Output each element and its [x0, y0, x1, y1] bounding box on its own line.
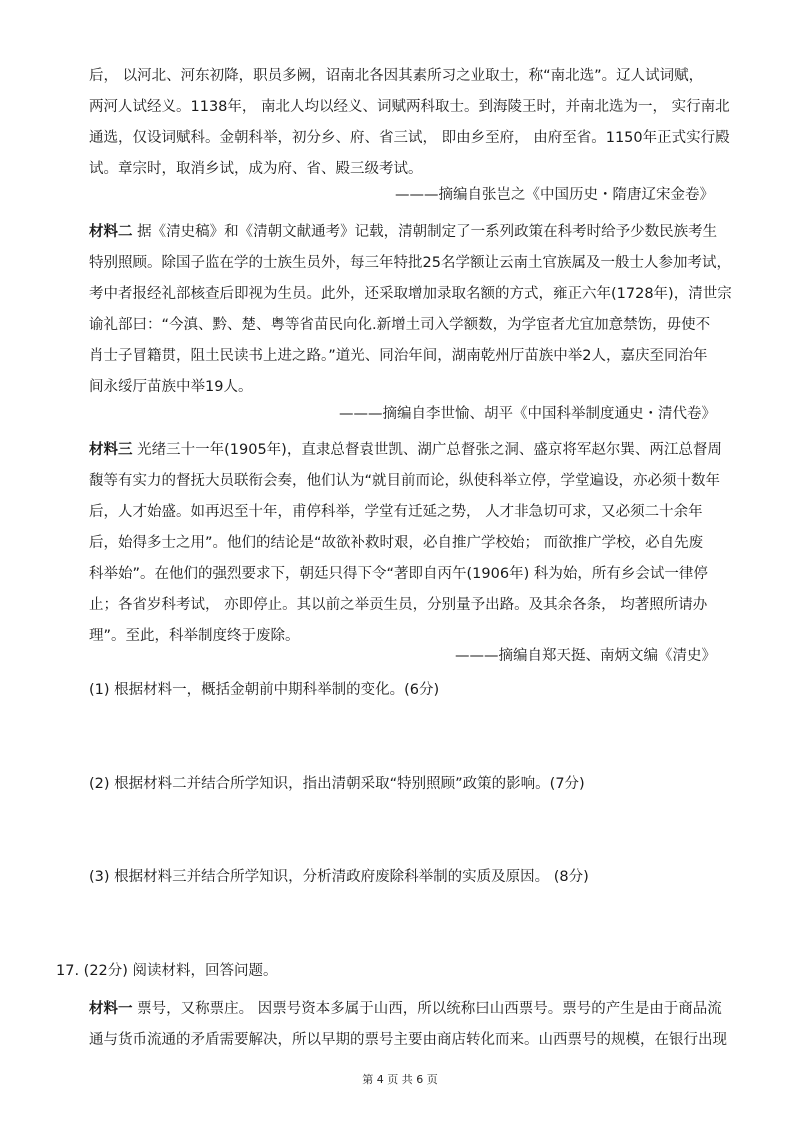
- passage-line: 止；各省岁科考试， 亦即停止。其以前之举贡生员，分别量予出路。及其余各条， 均著照所请办: [89, 597, 708, 613]
- question-3: (3) 根据材料三并结合所学知识，分析清政府废除科举制的实质及原因。 (8分): [89, 869, 589, 885]
- passage-line: 通选，仅设词赋科。金朝科举，初分乡、府、省三试， 即由乡至府， 由府至省。1150年正式实行殿: [89, 130, 730, 146]
- material-text: 据《清史稿》和《清朝文献通考》记载，清朝制定了一系列政策在科考时给予少数民族考生: [132, 224, 718, 240]
- passage-line: 馥等有实力的督抚大员联衔会奏，他们认为“就目前而论，纵使科举立停，学堂遍设，亦必须十数年: [89, 473, 721, 489]
- passage-line: 肖士子冒籍贯，阻土民读书上进之路。”道光、同治年间，湖南乾州厅苗族中举2人，嘉庆至同治年: [89, 348, 708, 364]
- question-17-title: 17. (22分) 阅读材料，回答问题。: [56, 963, 278, 979]
- material-text: 光绪三十一年(1905年)，直隶总督袁世凯、湖广总督张之洞、盛京将军赵尔巽、两江总督周: [132, 442, 722, 458]
- passage-line: 后， 以河北、河东初降，职员多阙，诏南北各因其素所习之业取士，称“南北选”。辽人试词赋，: [89, 68, 704, 84]
- material-2-first-line: [89, 222, 717, 242]
- material-label: 材料二: [89, 224, 133, 240]
- passage-line: 考中者报经礼部核查后即视为生员。此外，还采取增加录取名额的方式，雍正六年(1728年)，清世宗: [89, 286, 732, 302]
- passage-line: 后，人才始盛。如再迟至十年，甫停科举，学堂有迁延之势， 人才非急切可求，又必须二十余年: [89, 504, 703, 520]
- question-1: (1) 根据材料一，概括金朝前中期科举制的变化。(6分): [89, 682, 440, 698]
- material-label: 材料三: [89, 442, 133, 458]
- page-footer: 第 4 页 共 6 页: [362, 1073, 438, 1086]
- passage-line: 理”。至此，科举制度终于废除。: [89, 628, 300, 644]
- passage-line: 后，始得多士之用”。他们的结论是“故欲补救时艰，必自推广学校始； 而欲推广学校，必自先废: [89, 535, 704, 551]
- passage-line: 间永绥厅苗族中举19人。: [89, 379, 253, 395]
- source-citation: ———摘编自郑天挺、南炳文编《清史》: [455, 648, 716, 664]
- material-3-first-line: [89, 440, 722, 460]
- source-citation: ———摘编自张岂之《中国历史・隋唐辽宋金卷》: [395, 187, 714, 203]
- passage-line: 两河人试经义。1138年， 南北人均以经义、词赋两科取士。到海陵王时，并南北选为一， 实行南北: [89, 99, 730, 115]
- question-2: (2) 根据材料二并结合所学知识，指出清朝采取“特别照顾”政策的影响。(7分): [89, 776, 585, 792]
- source-citation: ———摘编自李世愉、胡平《中国科举制度通史・清代卷》: [339, 406, 716, 422]
- q17-material-1-first-line: [89, 999, 722, 1019]
- material-text: 票号，又称票庄。 因票号资本多属于山西，所以统称曰山西票号。票号的产生是由于商品流: [132, 1001, 722, 1017]
- passage-line: 谕礼部曰：“今滇、黔、楚、粤等省苗民向化.新增土司入学额数，为学宦者尤宜加意禁饬，毋使不: [89, 317, 711, 333]
- material-label: 材料一: [89, 1001, 133, 1017]
- passage-line: 试。章宗时，取消乡试，成为府、省、殿三级考试。: [89, 161, 423, 177]
- passage-line: 通与货币流通的矛盾需要解决，所以早期的票号主要由商店转化而来。山西票号的规模，在银行出现: [89, 1032, 727, 1048]
- passage-line: 特别照顾。除国子监在学的士族生员外，每三年特批25名学额让云南土官族属及一般士人参加考试，: [89, 255, 731, 271]
- passage-line: 科举始”。在他们的强烈要求下，朝廷只得下令“著即自丙午(1906年) 科为始，所有乡会试一律停: [89, 566, 708, 582]
